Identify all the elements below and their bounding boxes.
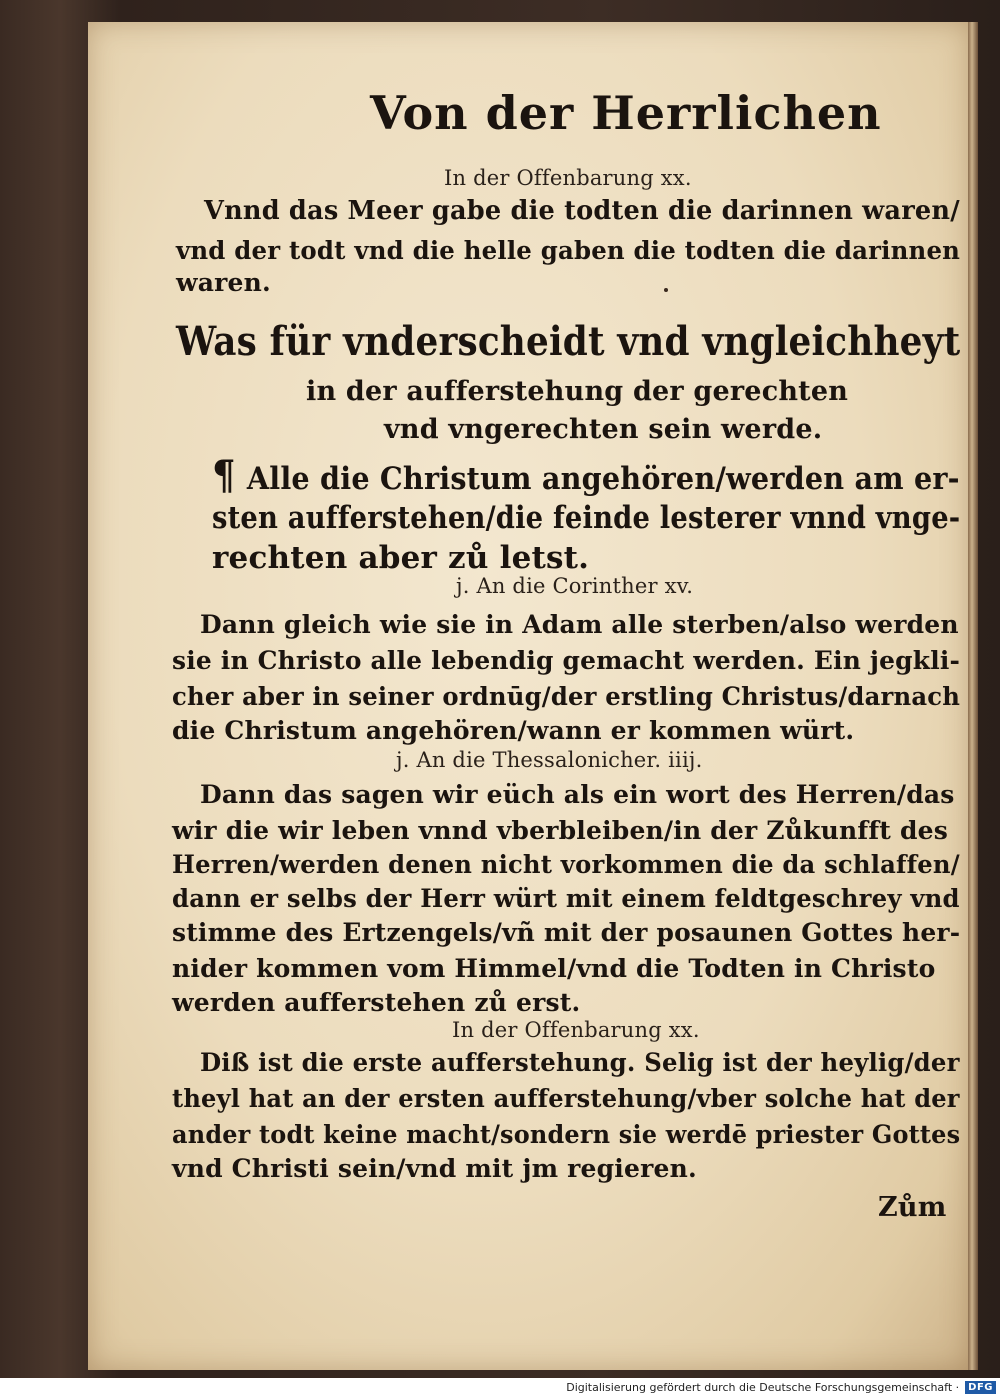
section-heading: Was für vnderscheidt vnd vngleichheyt xyxy=(176,318,961,365)
section-subheading: vnd vngerechten sein werde. xyxy=(384,414,823,445)
text-line: Herren/werden denen nicht vorkommen die da schlaffen/ xyxy=(172,850,960,879)
catchword: Zům xyxy=(878,1192,947,1223)
text-line: cher aber in seiner ordnūg/der erstling Christus/darnach xyxy=(172,682,961,711)
lead-line xyxy=(212,452,960,499)
pilcrow-icon: ¶ xyxy=(212,452,236,499)
text-line: Dann gleich wie sie in Adam alle sterben/also werden xyxy=(200,610,959,639)
lead-line: rechten aber zů letst. xyxy=(212,540,590,576)
text-line: Diß ist die erste aufferstehung. Selig ist der heylig/der xyxy=(200,1048,960,1077)
text-line: sie in Christo alle lebendig gemacht werden. Ein jegkli- xyxy=(172,646,961,675)
text-line: Vnnd das Meer gabe die todten die darinnen waren/ xyxy=(204,196,960,226)
page-title: Von der Herrlichen xyxy=(370,86,882,140)
passage-reference: j. An die Thessalonicher. iiij. xyxy=(396,748,703,772)
text-line: dann er selbs der Herr würt mit einem feldtgeschrey vnd xyxy=(172,884,960,913)
page-edge xyxy=(968,22,978,1370)
dfg-logo: DFG xyxy=(965,1381,996,1394)
text-line: waren. xyxy=(176,268,271,297)
text-line: vnd Christi sein/vnd mit jm regieren. xyxy=(172,1154,697,1183)
section-subheading: in der aufferstehung der gerechten xyxy=(306,376,849,407)
passage-reference: In der Offenbarung xx. xyxy=(452,1018,700,1042)
lead-text: Alle die Christum angehören/werden am er- xyxy=(246,461,960,497)
text-line: vnd der todt vnd die helle gaben die todten die darinnen xyxy=(176,236,961,265)
text-line: theyl hat an der ersten aufferstehung/vber solche hat der xyxy=(172,1084,960,1113)
text-line: wir die wir leben vnnd vberbleiben/in der Zůkunfft des xyxy=(172,816,949,845)
text-line: nider kommen vom Himmel/vnd die Todten in Christo xyxy=(172,954,936,983)
footer-credit: Digitalisierung gefördert durch die Deutsche Forschungsgemeinschaft · xyxy=(566,1380,960,1394)
lead-line: sten aufferstehen/die feinde lesterer vnnd vnge- xyxy=(212,500,961,536)
text-line: Dann das sagen wir eüch als ein wort des Herren/das xyxy=(200,780,955,809)
text-line: ander todt keine macht/sondern sie werdē priester Gottes xyxy=(172,1120,961,1149)
text-line: werden aufferstehen zů erst. xyxy=(172,988,581,1017)
passage-reference: j. An die Corinther xv. xyxy=(456,574,694,598)
digitization-footer xyxy=(0,1378,1000,1396)
section-reference: In der Offenbarung xx. xyxy=(444,166,692,190)
ink-speck xyxy=(664,288,668,292)
text-line: die Christum angehören/wann er kommen würt. xyxy=(172,716,855,745)
text-line: stimme des Ertzengels/vñ mit der posaunen Gottes her- xyxy=(172,918,961,947)
